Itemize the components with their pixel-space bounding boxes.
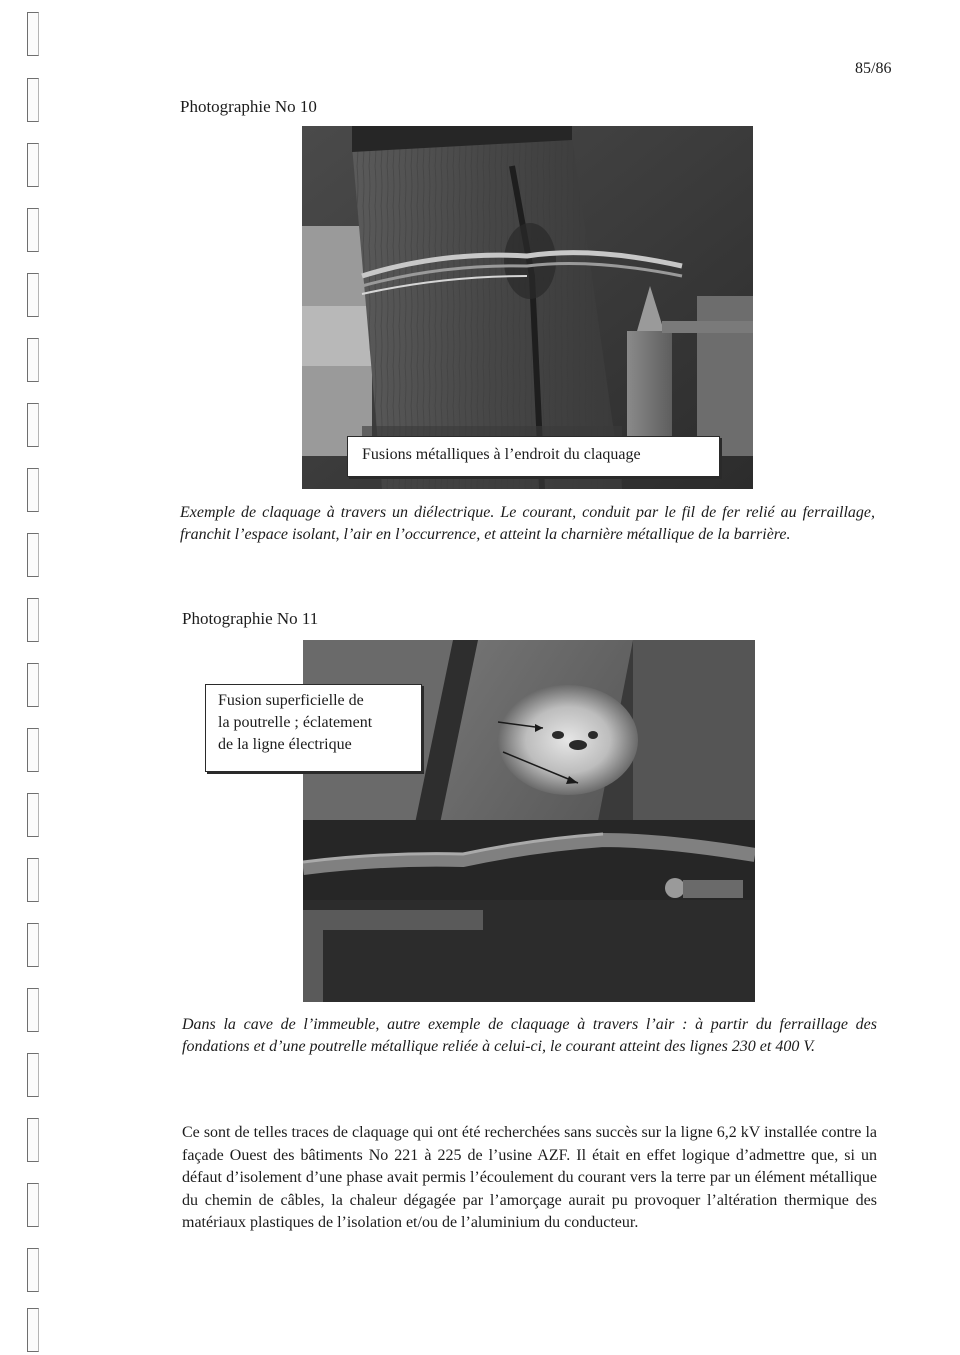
binder-hole <box>27 858 39 902</box>
binder-hole <box>27 728 39 772</box>
page-number: 85/86 <box>855 60 892 77</box>
binder-hole <box>27 338 39 382</box>
body-paragraph: Ce sont de telles traces de claquage qui ont été recherchées sans succès sur la ligne 6,2 kV installée contre la façade Ouest des bâtiments No 221 à 225 de l’usine AZF. Il était en effet logique d’admettre que, si un défaut d’isolement d’une phase avait permis l’écoulement du courant vers la terre par un élément métallique du chemin de câbles, la chaleur dégagée par l’amorçage aurait pu provoquer l’altération thermique des matériaux plastiques de l’isolation et/ou de l’aluminium du conducteur. <box>182 1124 877 1231</box>
binder-hole <box>27 663 39 707</box>
binder-hole <box>27 793 39 837</box>
binder-hole <box>27 988 39 1032</box>
photo-10-caption: Exemple de claquage à travers un diélectrique. Le courant, conduit par le fil de fer relié au ferraillage, franchit l’espace isolant, l’air en l’occurrence, et atteint la charnière métallique de la barrière. <box>180 504 875 543</box>
photo-11-heading: Photographie No 11 <box>182 609 319 628</box>
photo-11-caption: Dans la cave de l’immeuble, autre exemple de claquage à travers l’air : à partir du ferraillage des fondations et d’une poutrelle métallique reliée à celui-ci, le courant atteint des lignes 230 et 400 V. <box>182 1016 877 1055</box>
binder-holes <box>0 0 70 1355</box>
binder-hole <box>27 1248 39 1292</box>
binder-hole <box>27 143 39 187</box>
photo-11-callout-line2: la poutrelle ; éclatement <box>218 714 373 731</box>
binder-hole <box>27 78 39 122</box>
binder-hole <box>27 403 39 447</box>
photo-wooden-post-wire-icon <box>302 126 753 489</box>
binder-hole <box>27 1183 39 1227</box>
binder-hole <box>27 923 39 967</box>
photo-11-callout <box>205 684 422 772</box>
binder-hole <box>27 208 39 252</box>
binder-hole <box>27 533 39 577</box>
binder-hole <box>27 12 39 56</box>
binder-hole <box>27 1308 39 1352</box>
photo-11-callout-line3: de la ligne électrique <box>218 736 352 753</box>
photo-10-callout: Fusions métalliques à l’endroit du claquage <box>347 436 720 477</box>
photo-11-callout-line1: Fusion superficielle de <box>218 692 364 709</box>
photo-10-heading: Photographie No 10 <box>180 97 317 116</box>
binder-hole <box>27 598 39 642</box>
binder-hole <box>27 1053 39 1097</box>
photo-10-wooden-post <box>302 126 753 489</box>
binder-hole <box>27 1118 39 1162</box>
binder-hole <box>27 273 39 317</box>
binder-hole <box>27 468 39 512</box>
